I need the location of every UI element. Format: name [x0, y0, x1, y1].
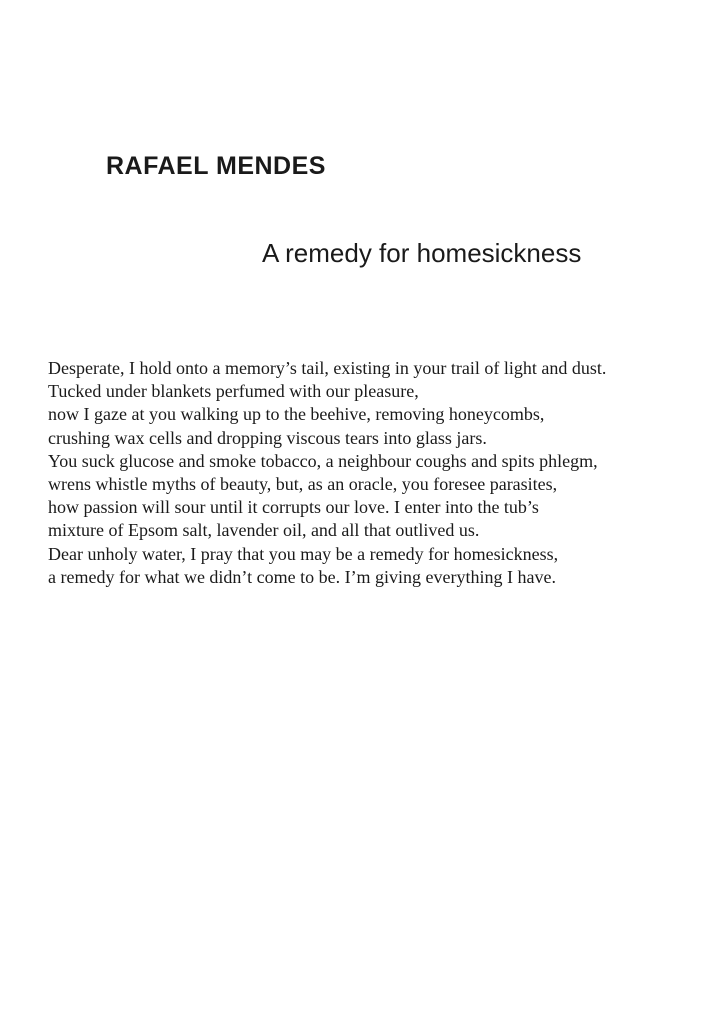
poem-line: now I gaze at you walking up to the beehive, removing honeycombs,: [48, 404, 545, 425]
poem-line: You suck glucose and smoke tobacco, a neighbour coughs and spits phlegm,: [48, 450, 598, 471]
poem-line: how passion will sour until it corrupts our love. I enter into the tub’s: [48, 497, 539, 518]
poem-line: wrens whistle myths of beauty, but, as an oracle, you foresee parasites,: [48, 474, 558, 495]
poem-line: Tucked under blankets perfumed with our pleasure,: [48, 381, 419, 402]
poem-line: mixture of Epsom salt, lavender oil, and all that outlived us.: [48, 520, 480, 541]
poem-body: [48, 357, 606, 589]
poem-line: a remedy for what we didn’t come to be. I’m giving everything I have.: [48, 566, 557, 587]
poem-line: Dear unholy water, I pray that you may be a remedy for homesickness,: [48, 543, 559, 564]
poem-title: A remedy for homesickness: [262, 238, 582, 268]
poem-line: crushing wax cells and dropping viscous tears into glass jars.: [48, 427, 487, 448]
author-name: RAFAEL MENDES: [106, 152, 326, 180]
poem-line: Desperate, I hold onto a memory’s tail, existing in your trail of light and dust.: [48, 358, 607, 378]
